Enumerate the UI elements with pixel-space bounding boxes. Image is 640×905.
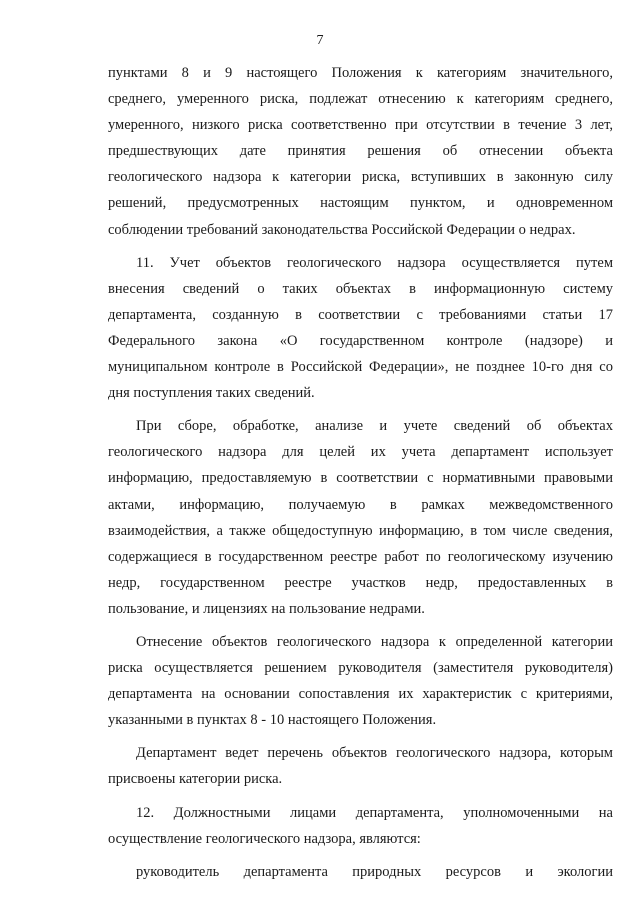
text-line: департамента на основании сопоставления их характеристик с критериями, — [108, 686, 613, 703]
text-line: Отнесение объектов геологического надзора к определенной категории — [136, 633, 613, 650]
paragraph-gap — [108, 733, 613, 740]
paragraph-gap — [108, 852, 613, 859]
paragraph — [108, 60, 613, 243]
text-line: недр, государственном реестре участков недр, предоставленных в — [108, 574, 613, 591]
paragraph — [108, 629, 613, 733]
text-line: геологического надзора для целей их учета департамент использует — [108, 444, 613, 461]
text-line: муниципальном контроле в Российской Федерации», не позднее 10-го дня со — [108, 359, 613, 376]
text-line: Департамент ведет перечень объектов геологического надзора, которым — [136, 745, 613, 762]
text-line: умеренного, низкого риска соответственно при отсутствии в течение 3 лет, — [108, 117, 613, 134]
text-line: риска осуществляется решением руководителя (заместителя руководителя) — [108, 660, 613, 677]
text-line: геологического надзора к категории риска, вступивших в законную силу — [108, 169, 613, 186]
text-line: департамента, созданную в соответствии с требованиями статьи 17 — [108, 306, 613, 323]
document-body — [108, 60, 613, 885]
text-line: предшествующих дате принятия решения об отнесении объекта — [108, 143, 613, 160]
text-line: пользование, и лицензиях на пользование недрами. — [108, 600, 425, 617]
text-line: При сборе, обработке, анализе и учете сведений об объектах — [136, 418, 613, 435]
text-line: осуществление геологического надзора, являются: — [108, 830, 421, 847]
text-line: руководитель департамента природных ресурсов и экологии — [136, 863, 613, 880]
paragraph — [108, 413, 613, 622]
paragraph-gap — [108, 243, 613, 250]
text-line: актами, информацию, получаемую в рамках межведомственного — [108, 496, 613, 513]
page-number: 7 — [316, 33, 324, 48]
paragraph-gap — [108, 622, 613, 629]
text-line: внесения сведений о таких объектах в информационную систему — [108, 280, 613, 297]
text-line: 12. Должностными лицами департамента, уполномоченными на — [136, 804, 613, 821]
paragraph — [108, 740, 613, 792]
text-line: взаимодействия, а также общедоступную информацию, в том числе сведения, — [108, 522, 613, 539]
text-line: соблюдении требований законодательства Российской Федерации о недрах. — [108, 221, 576, 238]
text-line: пунктами 8 и 9 настоящего Положения к категориям значительного, — [108, 65, 613, 81]
text-line: решений, предусмотренных настоящим пунктом, и одновременном — [108, 195, 613, 212]
paragraph — [108, 250, 613, 407]
paragraph — [108, 800, 613, 852]
text-line: 11. Учет объектов геологического надзора осуществляется путем — [136, 254, 613, 271]
text-line: дня поступления таких сведений. — [108, 385, 315, 402]
text-line: информацию, предоставляемую в соответствии с нормативными правовыми — [108, 470, 613, 487]
paragraph-gap — [108, 793, 613, 800]
text-line: среднего, умеренного риска, подлежат отнесению к категориям среднего, — [108, 91, 613, 108]
text-line: присвоены категории риска. — [108, 771, 283, 788]
paragraph — [108, 859, 613, 885]
paragraph-gap — [108, 406, 613, 413]
text-line: Федерального закона «О государственном контроле (надзоре) и — [108, 332, 613, 349]
text-line: указанными в пунктах 8 - 10 настоящего Положения. — [108, 712, 437, 729]
text-line: содержащиеся в государственном реестре работ по геологическому изучению — [108, 548, 613, 565]
